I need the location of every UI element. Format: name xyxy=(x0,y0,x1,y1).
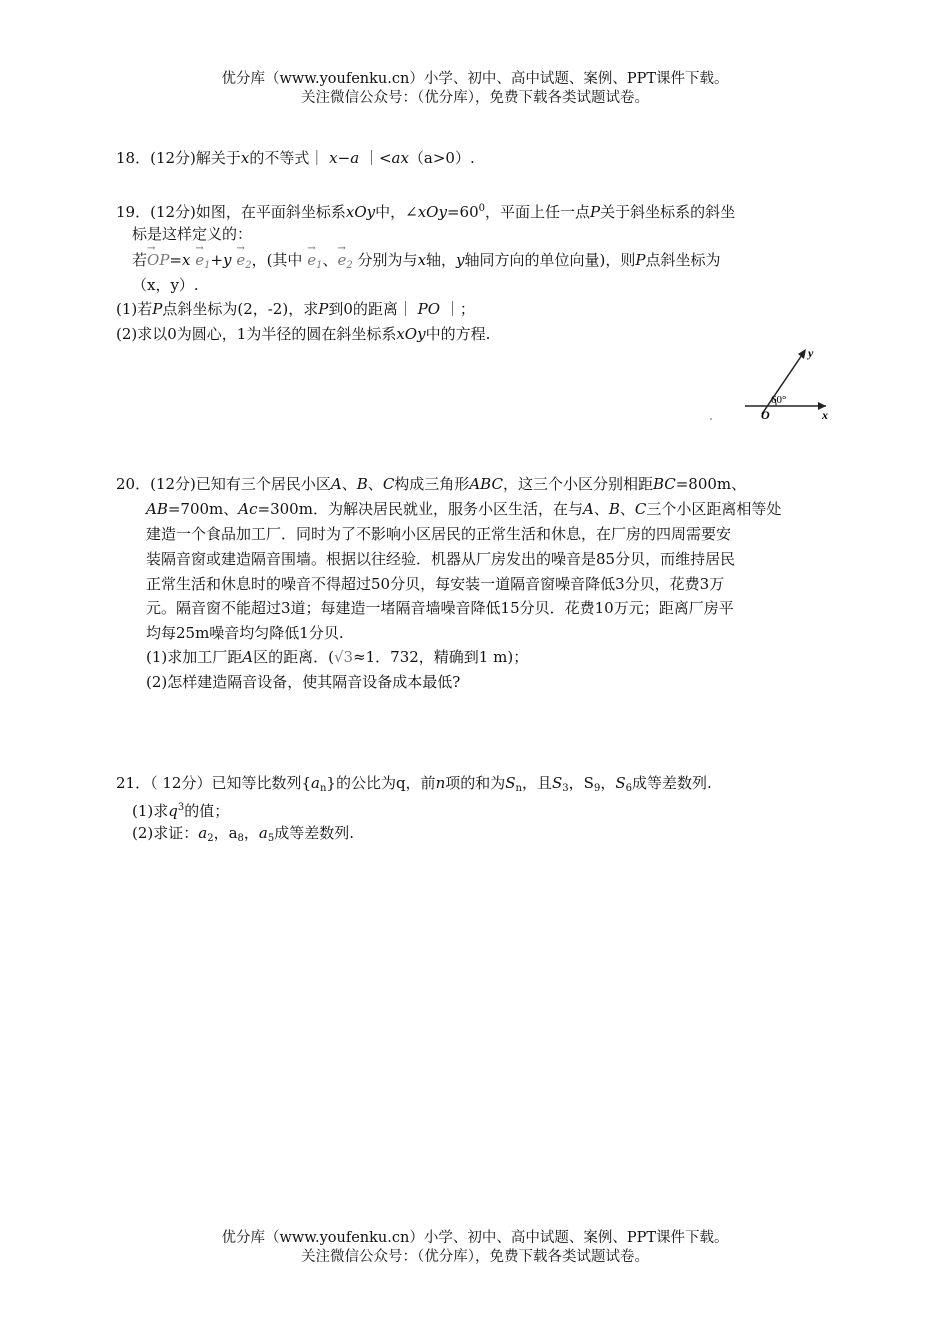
question-19-part-1 xyxy=(116,298,475,320)
q21-text: ，S xyxy=(568,774,594,792)
question-19-line-2: 标是这样定义的： xyxy=(132,225,253,243)
q20-var: C xyxy=(634,500,647,518)
q19-text: +y xyxy=(210,251,232,269)
vector-e2-sub: 2 xyxy=(245,260,252,271)
q18-text: （a>0）. xyxy=(408,149,475,167)
q20-var: B xyxy=(608,500,620,518)
q21-number: 21． xyxy=(116,774,151,792)
question-21-part-2 xyxy=(132,822,354,850)
vector-e2-letter: e xyxy=(236,251,246,269)
q19-text: 、 xyxy=(322,251,338,269)
q19-text: 点斜坐标为 xyxy=(645,251,721,269)
q21-sub: n xyxy=(319,783,327,794)
question-20-line-1 xyxy=(116,473,746,495)
question-20-line-3: 建造一个食品加工厂．同时为了不影响小区居民的正常生活和休息，在厂房的四周需要安 xyxy=(146,525,732,543)
vector-e1 xyxy=(195,249,210,277)
q20-score: (12分) xyxy=(150,475,196,493)
q21-text: ， xyxy=(243,824,259,842)
question-20-line-5: 正常生活和休息时的噪音不得超过50分贝，每安装一道隔音窗噪音降低3分贝，花费3万 xyxy=(146,575,725,593)
q19-text: 关于斜坐标系的斜坐 xyxy=(600,203,736,221)
q19-score: (12分) xyxy=(150,203,196,221)
q20-var: A xyxy=(242,648,254,666)
footer-line-1: 优分库（www.youfenku.cn）小学、初中、高中试题、案例、PPT课件下载。 xyxy=(221,1230,729,1246)
q21-sub: n xyxy=(515,783,522,794)
footer-line-2: 关注微信公众号：（优分库），免费下载各类试题试卷。 xyxy=(301,1249,649,1265)
q18-text: 解关于 xyxy=(195,149,241,167)
q19-var: P xyxy=(318,300,329,318)
stray-dot xyxy=(710,418,712,420)
question-20-line-6: 元。隔音窗不能超过3道；每建造一堵隔音墙噪音降低15分贝．花费10万元；距离厂房平 xyxy=(146,599,734,617)
question-20-line-7: 均每25m噪音均匀降低1分贝. xyxy=(146,624,344,642)
y-axis-label: y xyxy=(808,346,814,360)
q19-var: P xyxy=(590,203,601,221)
q19-text: 分别为与 xyxy=(357,251,418,269)
q19-var: xOy xyxy=(417,203,447,221)
q21-sub: 8 xyxy=(237,833,244,844)
vector-e2-b xyxy=(338,249,353,277)
question-20-part-2: (2)怎样建造隔音设备，使其隔音设备成本最低? xyxy=(146,673,461,691)
q19-text: 若 xyxy=(132,251,148,269)
q20-var: Ac xyxy=(238,500,258,518)
q19-text: ｜； xyxy=(444,300,475,318)
q19-text: 到0的距离｜ xyxy=(328,300,413,318)
header-line-1: 优分库（www.youfenku.cn）小学、初中、高中试题、案例、PPT课件下载。 xyxy=(221,71,729,87)
q19-text: 中，∠ xyxy=(375,203,418,221)
q21-var: S xyxy=(552,774,563,792)
q19-number: 19． xyxy=(116,203,151,221)
vector-op: → OP xyxy=(147,249,169,271)
y-axis-arrow xyxy=(798,349,806,359)
q20-var: B xyxy=(356,475,368,493)
q19-text: =x xyxy=(169,251,191,269)
q19-text: =60 xyxy=(446,203,479,221)
q20-text: 三个小区距离相等处 xyxy=(646,500,782,518)
vector-e2-sub: 2 xyxy=(346,260,353,271)
q19-text: ，平面上任一点 xyxy=(484,203,590,221)
q19-text: (2)求以0为圆心，1为半径的圆在斜坐标系 xyxy=(116,325,397,343)
x-axis-label: x xyxy=(822,408,828,422)
q19-text: 轴， xyxy=(426,251,457,269)
q21-var: S xyxy=(505,774,516,792)
question-19-line-4: （x，y）. xyxy=(132,276,199,294)
q21-text: 成等差数列. xyxy=(274,824,355,842)
q20-text: 、 xyxy=(367,475,383,493)
vector-e2-letter: e xyxy=(337,251,347,269)
header-line-2: 关注微信公众号：（优分库），免费下载各类试题试卷。 xyxy=(301,90,649,106)
vector-e1-letter: e xyxy=(307,251,317,269)
q21-sub: 5 xyxy=(267,833,275,844)
question-19-line-3 xyxy=(132,249,721,277)
q18-score: (12分) xyxy=(150,149,196,167)
q19-var: P xyxy=(152,300,163,318)
q21-var: a xyxy=(198,824,208,842)
vector-e1-sub: 1 xyxy=(204,260,211,271)
q21-text: 已知等比数列{ xyxy=(211,774,311,792)
q21-var: n xyxy=(435,774,446,792)
q21-sup: 3 xyxy=(177,802,185,813)
question-18 xyxy=(116,147,475,169)
q20-text: ，这三个小区分别相距 xyxy=(502,475,653,493)
q21-text: }的公比为q，前 xyxy=(326,774,436,792)
q19-var: x xyxy=(417,251,427,269)
q21-text: 的值； xyxy=(184,802,230,820)
q20-var: AB xyxy=(146,500,168,518)
q21-text: 项的和为 xyxy=(445,774,506,792)
q20-text: (1)求加工厂距 xyxy=(146,648,243,666)
q20-text: =300m．为解决居民就业，服务小区生活，在与 xyxy=(257,500,583,518)
oblique-axes-figure xyxy=(700,340,840,425)
q20-text: ≈1．732，精确到1 m)； xyxy=(353,648,529,666)
q20-text: =800m、 xyxy=(675,475,747,493)
angle-label: 60° xyxy=(771,394,787,406)
q18-text: 的不等式｜ xyxy=(249,149,325,167)
q20-var: BC xyxy=(652,475,676,493)
q21-var: S xyxy=(615,774,626,792)
q21-score: （ 12分） xyxy=(150,774,212,792)
q21-text: (2)求证： xyxy=(132,824,199,842)
q18-text: ｜< xyxy=(363,149,392,167)
vector-e2 xyxy=(236,249,251,277)
q19-text: 点斜坐标为(2，-2)，求 xyxy=(162,300,319,318)
q19-text: (1)若 xyxy=(116,300,153,318)
q20-text: 区的距离．( xyxy=(253,648,334,666)
q20-var: A xyxy=(330,475,342,493)
q19-text: 中的方程. xyxy=(425,325,491,343)
q20-text: 、 xyxy=(341,475,357,493)
q18-expr: ax xyxy=(391,149,409,167)
q21-var: q xyxy=(168,802,178,820)
q19-text: 如图，在平面斜坐标系 xyxy=(195,203,346,221)
question-19-line-1 xyxy=(116,198,735,223)
q18-expr: x−a xyxy=(329,149,360,167)
question-21-part-1 xyxy=(132,797,229,822)
q21-text: ，a xyxy=(213,824,238,842)
q20-var: ABC xyxy=(469,475,503,493)
q20-text: 、 xyxy=(593,500,609,518)
q19-var: P xyxy=(635,251,646,269)
q19-var: xOy xyxy=(396,325,426,343)
q21-sub: 6 xyxy=(625,783,632,794)
q20-text: 已知有三个居民小区 xyxy=(195,475,331,493)
q21-text: (1)求 xyxy=(132,802,169,820)
vector-e1-sub: 1 xyxy=(316,260,323,271)
q21-var: a xyxy=(311,774,320,792)
q20-text: =700m、 xyxy=(167,500,239,518)
vector-e1-b xyxy=(307,249,322,277)
q20-var: A xyxy=(582,500,594,518)
q19-text: ，(其中 xyxy=(251,251,303,269)
q19-text: 轴同方向的单位向量)，则 xyxy=(464,251,636,269)
q21-var: a xyxy=(258,824,268,842)
sqrt-three: √3 xyxy=(333,648,354,666)
q20-number: 20． xyxy=(116,475,151,493)
q20-var: C xyxy=(382,475,395,493)
question-21-line-1 xyxy=(116,772,712,800)
q21-text: ， xyxy=(600,774,616,792)
question-20-line-2 xyxy=(146,498,781,520)
q19-var: PO xyxy=(417,300,441,318)
q19-degree: 0 xyxy=(478,203,485,214)
q18-var: x xyxy=(240,149,250,167)
q18-number: 18． xyxy=(116,149,151,167)
q21-sub: 9 xyxy=(593,783,601,794)
q19-var: y xyxy=(456,251,465,269)
question-19-part-2 xyxy=(116,323,490,345)
origin-label: O xyxy=(761,408,770,422)
question-20-part-1 xyxy=(146,646,528,668)
q19-var: xOy xyxy=(345,203,376,221)
question-20-line-4: 装隔音窗或建造隔音围墙。根据以往经验．机器从厂房发出的噪音是85分贝，而维持居民 xyxy=(146,550,736,568)
q21-sub: 3 xyxy=(562,783,569,794)
q20-text: 构成三角形 xyxy=(394,475,470,493)
q21-sub: 2 xyxy=(207,833,214,844)
vector-e1-letter: e xyxy=(195,251,205,269)
q21-text: 成等差数列. xyxy=(631,774,712,792)
q20-text: 、 xyxy=(619,500,635,518)
q21-text: ，且 xyxy=(521,774,552,792)
